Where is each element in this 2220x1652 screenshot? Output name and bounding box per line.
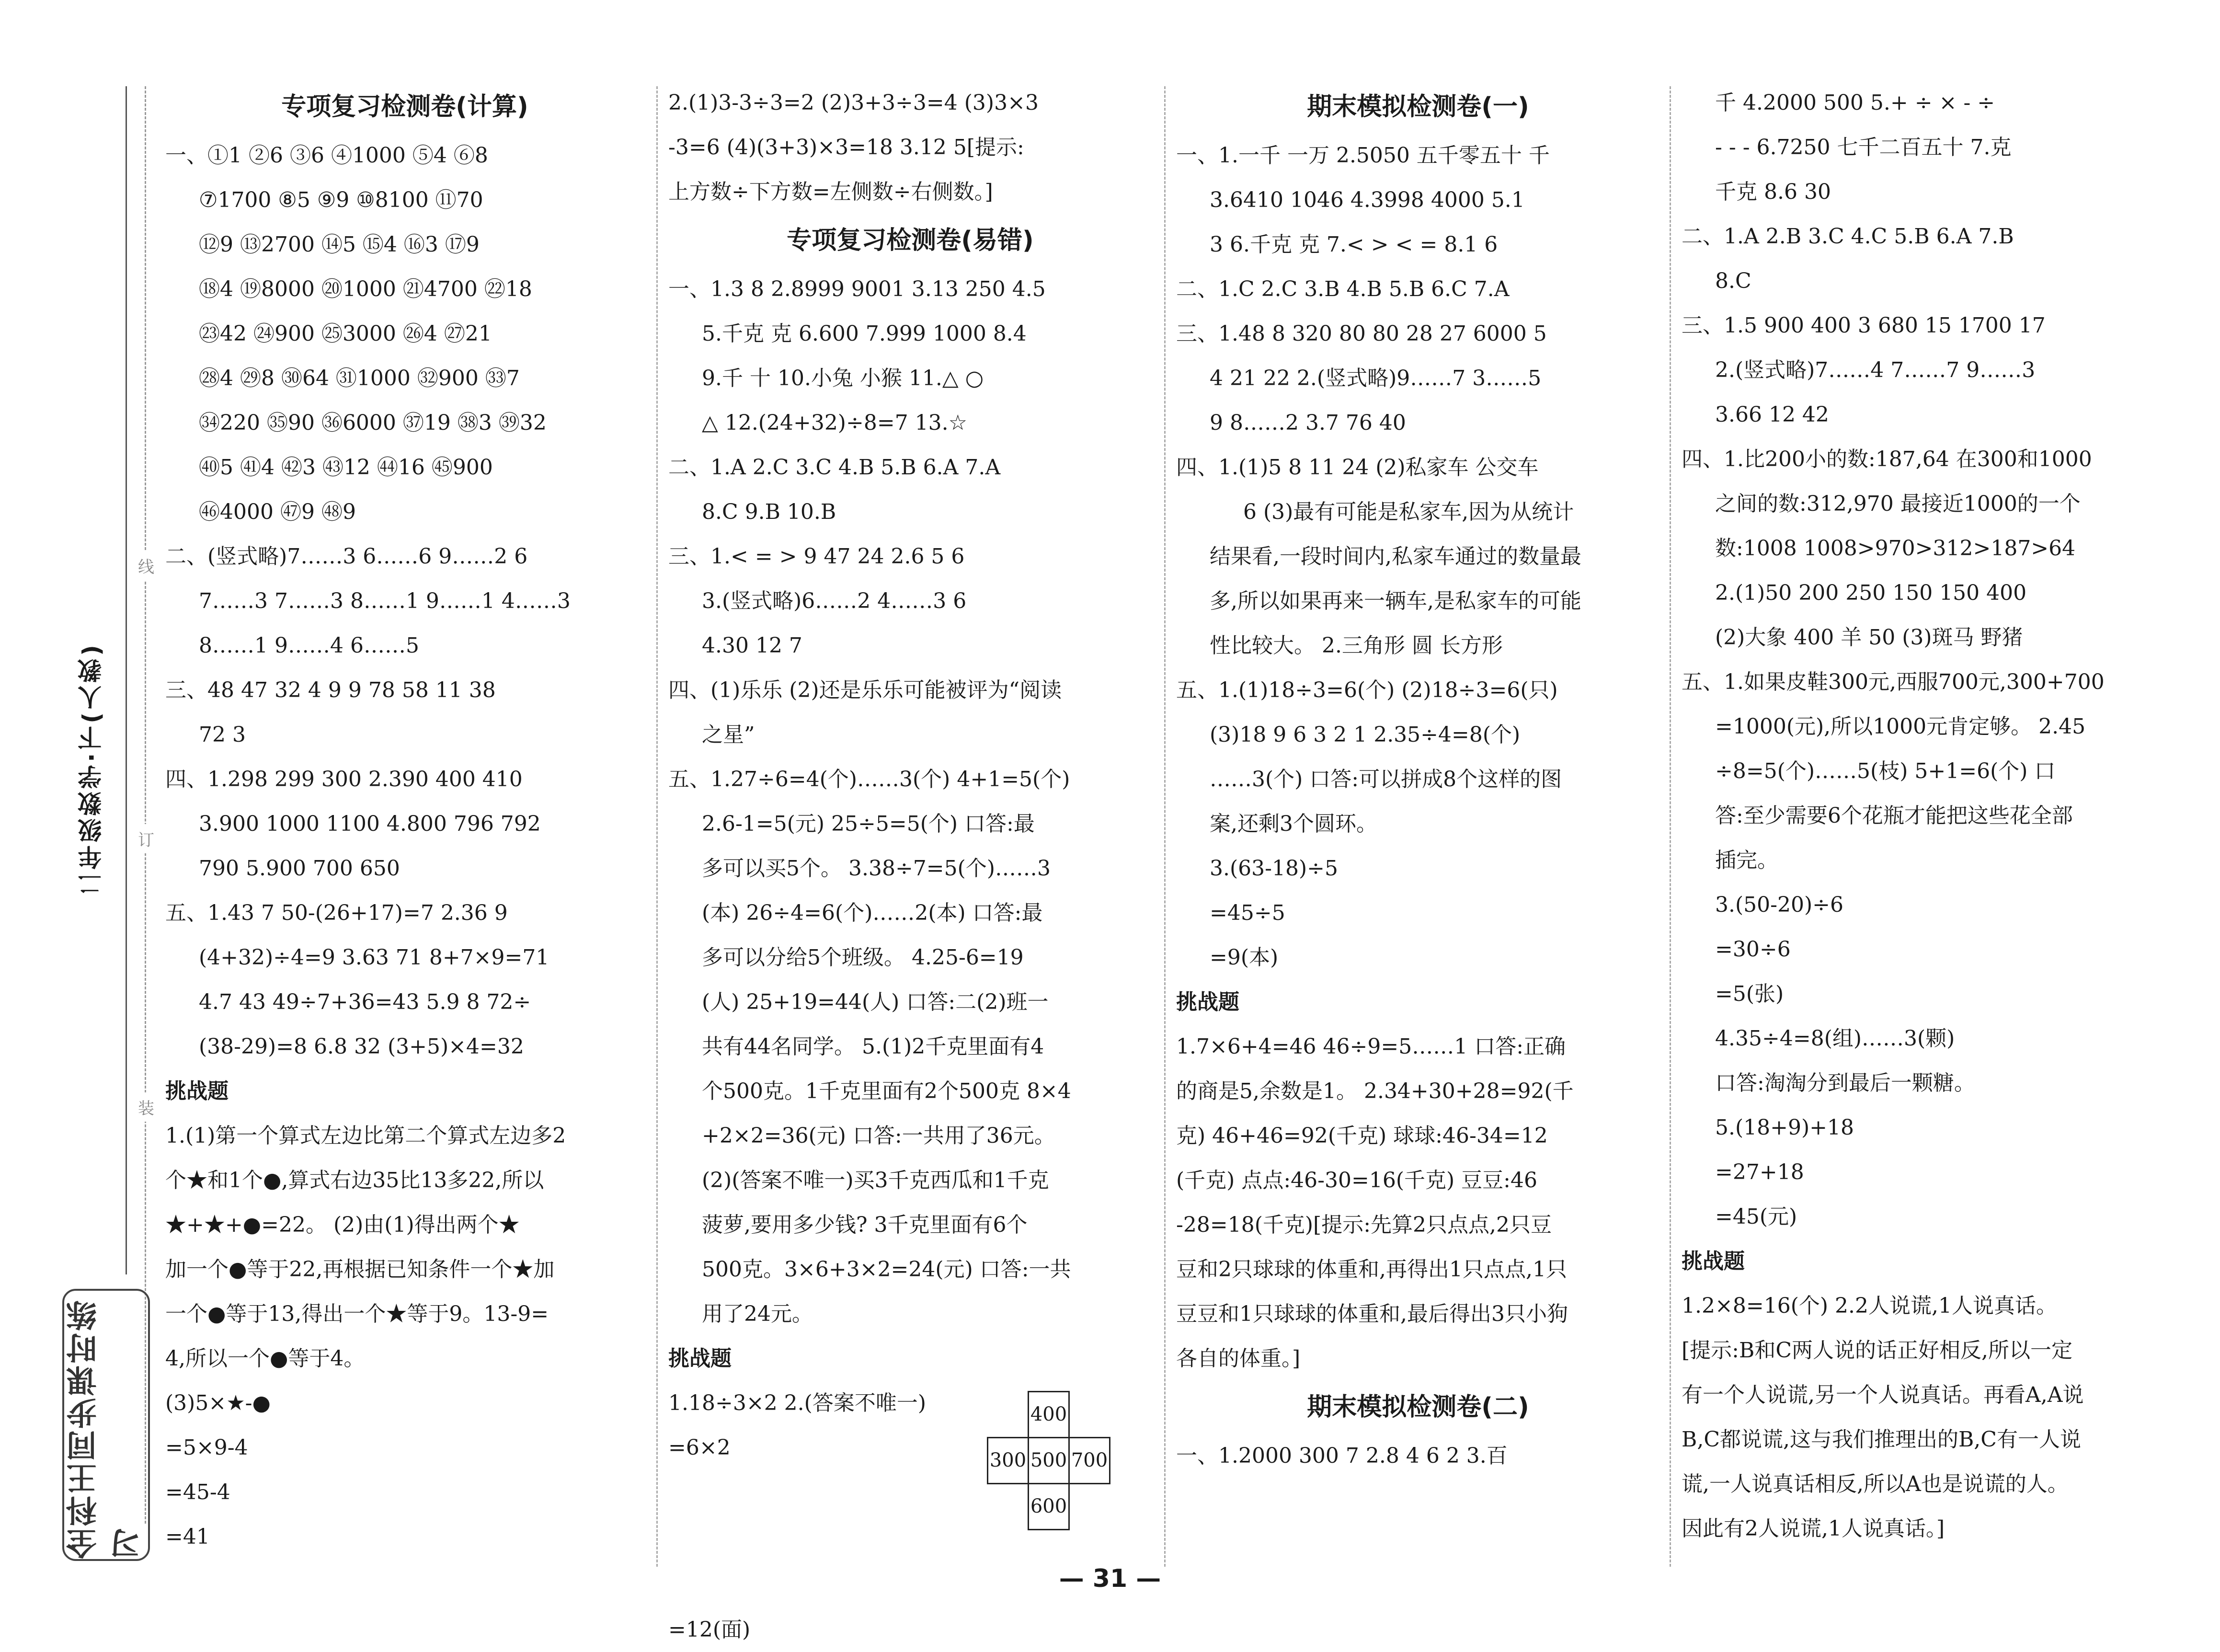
answer-line: ㉞220 ㉟90 ㊱6000 ㊲19 ㊳3 ㊴32	[199, 411, 547, 435]
answer-line: 三、48 47 32 4 9 9 78 58 11 38	[165, 678, 496, 702]
answer-line: 二、1.A 2.B 3.C 4.C 5.B 6.A 7.B	[1682, 224, 2014, 249]
answer-line: 谎,一人说真话相反,所以A也是说谎的人。	[1682, 1472, 2069, 1496]
challenge-heading: 挑战题	[1176, 990, 1239, 1014]
answer-line: 答:至少需要6个花瓶才能把这些花全部	[1715, 803, 2073, 828]
answer-line: -28=18(千克)[提示:先算2只点点,2只豆	[1176, 1213, 1552, 1237]
answer-column-3	[1176, 80, 1660, 1556]
answer-line: 数:1008 1008>970>312>187>64	[1715, 536, 2076, 561]
answer-line: (2)大象 400 羊 50 (3)斑马 野猪	[1715, 625, 2023, 650]
section-heading: 专项复习检测卷(易错)	[787, 226, 1034, 255]
answer-line: 案,还剩3个圆环。	[1210, 812, 1377, 836]
cut-mark-line: 线	[138, 551, 154, 580]
answer-line: ⑱4 ⑲8000 ⑳1000 ㉑4700 ㉒18	[199, 277, 532, 301]
answer-line: 3.900 1000 1100 4.800 796 792	[199, 812, 541, 836]
brand-logo-text: 全科王同步课时练习	[66, 1298, 146, 1559]
answer-line: 性比较大。 2.三角形 圆 长方形	[1210, 633, 1503, 658]
grid-cell-top: 400	[1029, 1392, 1069, 1438]
answer-line: 插完。	[1715, 848, 1778, 872]
answer-line: (本) 26÷4=6(个)……2(本) 口答:最	[702, 901, 1043, 925]
answer-line: [提示:B和C两人说的话正好相反,所以一定	[1682, 1338, 2072, 1363]
answer-line: 8……1 9……4 6……5	[199, 633, 419, 658]
answer-line: 一、1.3 8 2.8999 9001 3.13 250 4.5	[668, 277, 1046, 301]
answer-line: 4.30 12 7	[702, 633, 802, 658]
answer-line: 二、1.C 2.C 3.B 4.B 5.B 6.C 7.A	[1176, 277, 1510, 301]
answer-line: 口答:淘淘分到最后一颗糖。	[1715, 1071, 1975, 1095]
answer-line: 豆豆和1只球球的体重和,最后得出3只小狗	[1176, 1302, 1568, 1326]
answer-line: =45-4	[165, 1480, 230, 1504]
answer-column-1	[165, 80, 644, 1556]
answer-line: =45÷5	[1210, 901, 1285, 925]
answer-line: =9(本)	[1210, 945, 1279, 970]
answer-line: 上方数÷下方数=左侧数÷右侧数。]	[668, 180, 993, 204]
answer-line: 6 (3)最有可能是私家车,因为从统计	[1243, 500, 1574, 524]
answer-line: 结果看,一段时间内,私家车通过的数量最	[1210, 544, 1581, 569]
answer-line: 500克。3×6+3×2=24(元) 口答:一共	[702, 1257, 1071, 1282]
answer-line: (千克) 点点:46-30=16(千克) 豆豆:46	[1176, 1168, 1537, 1193]
answer-column-4	[1682, 80, 2180, 1556]
answer-line: 一、1.2000 300 7 2.8 4 6 2 3.百	[1176, 1444, 1508, 1468]
answer-line: 3.6410 1046 4.3998 4000 5.1	[1210, 188, 1525, 212]
answer-line: (人) 25+19=44(人) 口答:二(2)班一	[702, 990, 1049, 1014]
answer-line: =12(面)	[668, 1618, 751, 1642]
answer-line: 加一个●等于22,再根据已知条件一个★加	[165, 1257, 555, 1282]
answer-line: 9 8……2 3.7 76 40	[1210, 411, 1406, 435]
answer-line: ㉓42 ㉔900 ㉕3000 ㉖4 ㉗21	[199, 321, 492, 346]
answer-line: 共有44名同学。 5.(1)2千克里面有4	[702, 1034, 1044, 1059]
column-divider	[1164, 86, 1166, 1567]
answer-line: 个★和1个●,算式右边35比13多22,所以	[165, 1168, 544, 1193]
answer-line: △ 12.(24+32)÷8=7 13.☆	[702, 411, 968, 435]
answer-line: 9.千 十 10.小兔 小猴 11.△ ○	[702, 366, 984, 390]
answer-line: 三、1.5 900 400 3 680 15 1700 17	[1682, 313, 2046, 338]
section-heading: 专项复习检测卷(计算)	[281, 92, 528, 121]
answer-line: 一、1.一千 一万 2.5050 五千零五十 千	[1176, 143, 1550, 168]
answer-line: 多可以分给5个班级。 4.25-6=19	[702, 945, 1024, 970]
grid-cell-bottom: 600	[1029, 1484, 1069, 1530]
grid-cell-right: 700	[1069, 1438, 1110, 1484]
answer-line: 五、1.43 7 50-(26+17)=7 2.36 9	[165, 901, 508, 925]
answer-line: 豆和2只球球的体重和,再得出1只点点,1只	[1176, 1257, 1567, 1282]
answer-line: +2×2=36(元) 口答:一共用了36元。	[702, 1124, 1055, 1148]
answer-line: 用了24元。	[702, 1302, 813, 1326]
answer-line: 三、1.< = > 9 47 24 2.6 5 6	[668, 544, 965, 569]
answer-line: 二、(竖式略)7……3 6……6 9……2 6	[165, 544, 528, 569]
answer-line: 8.C	[1715, 269, 1751, 293]
answer-line: 3 6.千克 克 7.< > < = 8.1 6	[1210, 232, 1498, 257]
answer-line: 之间的数:312,970 最接近1000的一个	[1715, 492, 2081, 516]
answer-line: (3)18 9 6 3 2 1 2.35÷4=8(个)	[1210, 723, 1521, 747]
answer-line: =5×9-4	[165, 1435, 248, 1460]
page-number: — 31 —	[1059, 1564, 1161, 1593]
answer-line: 个500克。1千克里面有2个500克 8×4	[702, 1079, 1071, 1103]
column-divider	[1670, 86, 1671, 1567]
answer-line: 4.7 43 49÷7+36=43 5.9 8 72÷	[199, 990, 531, 1014]
answer-line: 一个●等于13,得出一个★等于9。13-9=	[165, 1302, 549, 1326]
answer-line: ㉘4 ㉙8 ㉚64 ㉛1000 ㉜900 ㉝7	[199, 366, 520, 390]
answer-line: 5.(18+9)+18	[1715, 1115, 1854, 1140]
answer-line: ㊻4000 ㊼9 ㊽9	[199, 500, 356, 524]
answer-line: 三、1.48 8 320 80 80 28 27 6000 5	[1176, 321, 1547, 346]
grid-cell-center: 500	[1029, 1438, 1069, 1484]
answer-line: B,C都说谎,这与我们推理出的B,C有一人说	[1682, 1427, 2081, 1452]
brand-logo	[62, 1289, 150, 1561]
answer-line: (2)(答案不唯一)买3千克西瓜和1千克	[702, 1168, 1049, 1193]
answer-line: ㊵5 ㊶4 ㊷3 ㊸12 ㊹16 ㊺900	[199, 455, 493, 480]
answer-line: -3=6 (4)(3+3)×3=18 3.12 5[提示:	[668, 135, 1024, 160]
answer-line: 7……3 7……3 8……1 9……1 4……3	[199, 589, 571, 613]
answer-line: 一、①1 ②6 ③6 ④1000 ⑤4 ⑥8	[165, 143, 488, 168]
number-cross-grid	[987, 1391, 1110, 1530]
answer-line: 4 21 22 2.(竖式略)9……7 3……5	[1210, 366, 1542, 390]
answer-line: (38-29)=8 6.8 32 (3+5)×4=32	[199, 1034, 524, 1059]
answer-line: 8.C 9.B 10.B	[702, 500, 836, 524]
answer-line: 五、1.如果皮鞋300元,西服700元,300+700	[1682, 670, 2105, 694]
answer-line: 四、(1)乐乐 (2)还是乐乐可能被评为“阅读	[668, 678, 1062, 702]
answer-line: 各自的体重。]	[1176, 1346, 1301, 1371]
answer-line: (3)5×★-●	[165, 1391, 271, 1415]
column-divider	[656, 86, 658, 1567]
answer-line: 五、1.(1)18÷3=6(个) (2)18÷3=6(只)	[1176, 678, 1558, 702]
section-heading: 期末模拟检测卷(二)	[1307, 1393, 1529, 1422]
answer-line: 四、1.(1)5 8 11 24 (2)私家车 公交车	[1176, 455, 1539, 480]
answer-line: - - - 6.7250 七千二百五十 7.克	[1715, 135, 2012, 160]
answer-line: 5.千克 克 6.600 7.999 1000 8.4	[702, 321, 1027, 346]
answer-line: 2.(1)3-3÷3=2 (2)3+3÷3=4 (3)3×3	[668, 91, 1039, 115]
answer-line: 四、1.298 299 300 2.390 400 410	[165, 767, 523, 792]
answer-line: =45(元)	[1715, 1205, 1797, 1229]
answer-line: ⑫9 ⑬2700 ⑭5 ⑮4 ⑯3 ⑰9	[199, 232, 480, 257]
answer-line: 1.(1)第一个算式左边比第二个算式左边多2	[165, 1124, 566, 1148]
cut-mark-staple: 订	[138, 824, 154, 853]
cut-mark-bind: 装	[138, 1092, 154, 1122]
answer-line: 2.6-1=5(元) 25÷5=5(个) 口答:最	[702, 812, 1035, 836]
answer-line: =27+18	[1715, 1160, 1804, 1184]
answer-line: 1.2×8=16(个) 2.2人说谎,1人说真话。	[1682, 1294, 2057, 1318]
answer-line: 五、1.27÷6=4(个)……3(个) 4+1=5(个)	[668, 767, 1070, 792]
answer-line: 1.18÷3×2 2.(答案不唯一)	[668, 1391, 926, 1415]
answer-line: 3.(50-20)÷6	[1715, 893, 1844, 917]
answer-line: 有一个人说谎,另一个人说真话。再看A,A说	[1682, 1383, 2084, 1407]
answer-line: ⑦1700 ⑧5 ⑨9 ⑩8100 ⑪70	[199, 188, 483, 212]
answer-line: =5(张)	[1715, 982, 1784, 1006]
answer-line: 千 4.2000 500 5.+ ÷ × - ÷	[1715, 91, 1995, 115]
answer-line: 790 5.900 700 650	[199, 856, 400, 881]
answer-line: (4+32)÷4=9 3.63 71 8+7×9=71	[199, 945, 549, 970]
binding-margin	[0, 0, 153, 1647]
answer-line: 3.66 12 42	[1715, 402, 1829, 427]
challenge-heading: 挑战题	[668, 1346, 732, 1371]
answer-line: 1.7×6+4=46 46÷9=5……1 口答:正确	[1176, 1034, 1566, 1059]
challenge-heading: 挑战题	[165, 1079, 229, 1103]
answer-column-2	[668, 80, 1152, 1642]
margin-rule	[126, 86, 127, 1274]
answer-line: 多,所以如果再来一辆车,是私家车的可能	[1210, 589, 1581, 613]
answer-line: 二、1.A 2.C 3.C 4.B 5.B 6.A 7.A	[668, 455, 1001, 480]
answer-line: 2.(1)50 200 250 150 150 400	[1715, 581, 2027, 605]
answer-line: 3.(63-18)÷5	[1210, 856, 1339, 881]
grid-cell-left: 300	[988, 1438, 1029, 1484]
answer-line: 4.35÷4=8(组)……3(颗)	[1715, 1026, 1955, 1051]
answer-line: 千克 8.6 30	[1715, 180, 1831, 204]
book-subject-title: 二年级数学·下(人教)	[78, 642, 105, 896]
answer-line: 72 3	[199, 723, 246, 747]
answer-line: 克) 46+46=92(千克) 球球:46-34=12	[1176, 1124, 1548, 1148]
answer-line: =1000(元),所以1000元肯定够。 2.45	[1715, 714, 2086, 739]
answer-line: =6×2	[668, 1435, 731, 1460]
answer-line: 因此有2人说谎,1人说真话。]	[1682, 1516, 1945, 1541]
section-heading: 期末模拟检测卷(一)	[1307, 92, 1529, 121]
answer-line: 之星”	[702, 723, 755, 747]
answer-line: ★+★+●=22。 (2)由(1)得出两个★	[165, 1213, 520, 1237]
answer-line: 2.(竖式略)7……4 7……7 9……3	[1715, 358, 2036, 382]
answer-line: =30÷6	[1715, 937, 1791, 962]
answer-line: 3.(竖式略)6……2 4……3 6	[702, 589, 967, 613]
answer-line: 四、1.比200小的数:187,64 在300和1000	[1682, 447, 2092, 471]
answer-line: =41	[165, 1525, 210, 1549]
answer-line: 4,所以一个●等于4。	[165, 1346, 365, 1371]
answer-line: 菠萝,要用多少钱? 3千克里面有6个	[702, 1213, 1028, 1237]
challenge-heading: 挑战题	[1682, 1249, 1745, 1273]
answer-line: ÷8=5(个)……5(枝) 5+1=6(个) 口	[1715, 759, 2056, 783]
answer-line: ……3(个) 口答:可以拼成8个这样的图	[1210, 767, 1562, 792]
answer-line: 的商是5,余数是1。 2.34+30+28=92(千	[1176, 1079, 1574, 1103]
answer-line: 多可以买5个。 3.38÷7=5(个)……3	[702, 856, 1051, 881]
